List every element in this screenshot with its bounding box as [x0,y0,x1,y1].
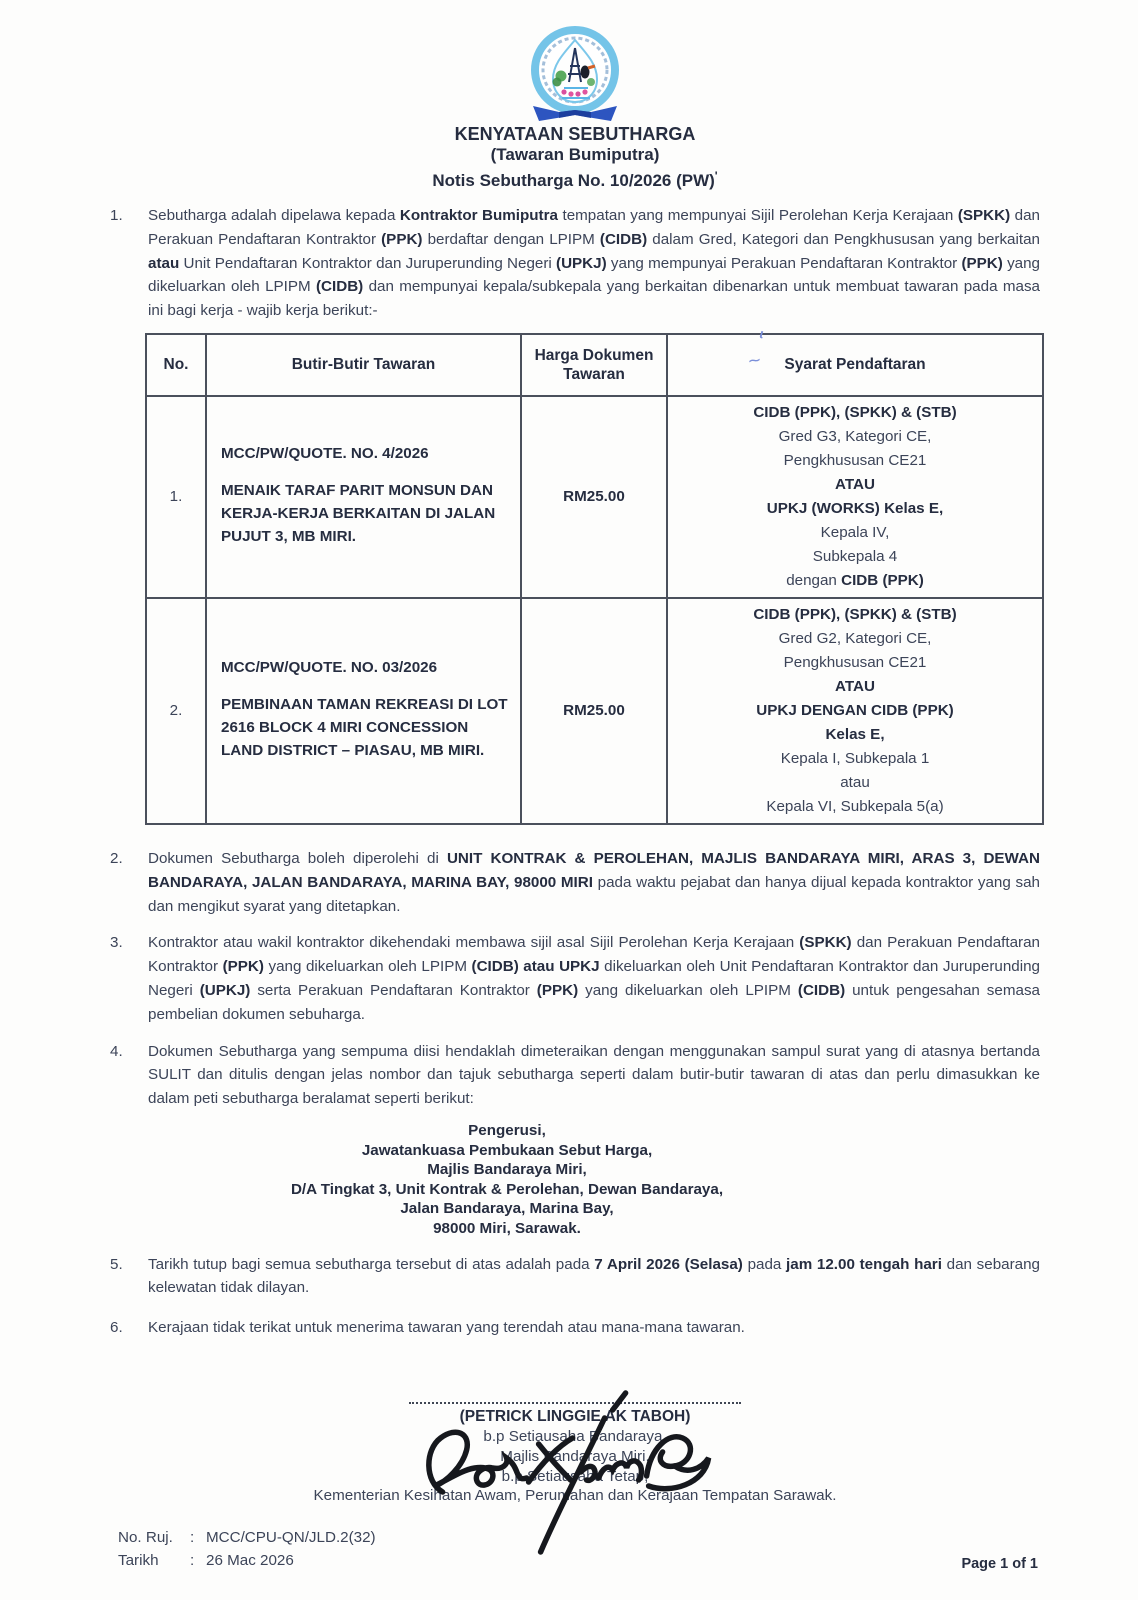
syarat-line: Subkepala 4 [812,547,898,565]
paragraph-text: Dokumen Sebutharga yang sempuma diisi hendaklah dimeteraikan dengan menggunakan sampul surat yang di atasnya bertanda SULIT dan ditulis dengan jelas nombor dan tajuk sebutharga seperti dalam butir-butir tawaran di atas dan perlu dimasukkan ke dalam peti sebutharga beralamat seperti berikut: [148,1042,1040,1108]
address-line: Jalan Bandaraya, Marina Bay, [400,1200,614,1218]
reference-number-value: MCC/CPU-QN/JLD.2(32) [206,1529,376,1546]
paragraph-text: Sebutharga adalah dipelawa kepada Kontraktor Bumiputra tempatan yang mempunyai Sijil Perolehan Kerja Kerajaan (SPKK) dan Perakuan Pendaftaran Kontraktor (PPK) berdaftar dengan LPIPM (CIDB) dalam Gred, Kategori dan Pengkhususan yang berkaitan atau Unit Pendaftaran Kontraktor dan Juruperunding Negeri (UPKJ) yang mempunyai Perakuan Pendaftaran Kontraktor (PPK) yang dikeluarkan oleh LPIPM (CIDB) dan mempunyai kepala/subkepala yang berkaitan dibenarkan untuk membuat tawaran pada masa ini bagi kerja - wajib kerja berikut:- [148,207,1041,320]
row-number: 1. [146,396,206,598]
syarat-line: Kepala I, Subkepala 1 [780,749,930,767]
paragraph-number: 2. [110,849,123,867]
tender-details [206,396,521,598]
paragraph-3 [110,931,1040,1026]
work-description: PEMBINAAN TAMAN REKREASI DI LOT 2616 BLOCK 4 MIRI CONCESSION LAND DISTRICT – PIASAU, MB MIRI. [221,696,508,760]
syarat-line: CIDB (PPK), (SPKK) & (STB) [753,605,957,623]
table-row [146,598,1043,824]
signatory-role-line: b.p Setiausaha Bandaraya, [483,1427,667,1445]
syarat-line: Kepala IV, [820,523,890,541]
syarat-line: Gred G3, Kategori CE, [778,427,932,445]
paragraph-text: Kerajaan tidak terikat untuk menerima tawaran yang terendah atau mana-mana tawaran. [148,1319,745,1337]
reference-block [118,1526,376,1572]
address-line: 98000 Miri, Sarawak. [433,1219,581,1237]
syarat-line: Kelas E, [825,725,885,743]
syarat-line: UPKJ (WORKS) Kelas E, [766,499,944,517]
paragraph-number: 1. [110,207,123,224]
header-syarat: Syarat Pendaftaran [667,334,1043,396]
paragraph-text: Kontraktor atau wakil kontraktor dikehendaki membawa sijil asal Sijil Perolehan Kerja Kerajaan (SPKK) dan Perakuan Pendaftaran Kontraktor (PPK) yang dikeluarkan oleh LPIPM (CIDB) atau UPKJ dikeluarkan oleh Unit Pendaftaran Kontraktor dan Juruperunding Negeri (UPKJ) serta Perakuan Pendaftaran Kontraktor (PPK) yang dikeluarkan oleh LPIPM (CIDB) untuk pengesahan semasa pembelian dokumen sebuharga. [148,934,1040,1023]
tender-details [206,598,521,824]
quote-reference: MCC/PW/QUOTE. NO. 4/2026 [221,445,429,463]
syarat-line: Gred G2, Kategori CE, [778,629,932,647]
row-number: 2. [146,598,206,824]
signatory-role-line: Majlis Bandaraya Miri, [500,1447,650,1465]
signatory-name: (PETRICK LINGGIE AK TABOH) [459,1407,691,1425]
registration-requirements [667,598,1043,824]
paragraph-6 [110,1316,1040,1340]
syarat-line: UPKJ DENGAN CIDB (PPK) [756,701,954,719]
document-header [110,26,1040,191]
paragraph-2 [110,847,1040,918]
header-butir: Butir-Butir Tawaran [206,334,521,396]
tender-table [145,333,1044,825]
document-title: KENYATAAN SEBUTHARGA [454,124,696,144]
syarat-line: ATAU [835,475,875,493]
paragraph-number: 6. [110,1319,123,1337]
document-price: RM25.00 [521,396,667,598]
notice-number [110,166,1040,192]
date-value: 26 Mac 2026 [206,1552,294,1569]
signature-dotted-line [409,1402,741,1404]
signatory-role-line: b.p Setiausaha Tetap, [501,1467,649,1485]
syarat-line: Pengkhususan CE21 [783,653,927,671]
paragraph-1 [110,204,1040,323]
address-line: Jawatankuasa Pembukaan Sebut Harga, [361,1141,653,1159]
table-header-row [146,334,1043,396]
page-number: Page 1 of 1 [961,1556,1038,1572]
paragraph-number: 5. [110,1255,123,1273]
table-row [146,396,1043,598]
date-row: Tarikh : 26 Mac 2026 [118,1552,294,1569]
registration-requirements [667,396,1043,598]
syarat-line: Pengkhususan CE21 [783,451,927,469]
title-stray-mark: ' [714,168,718,183]
address-line: D/A Tingkat 3, Unit Kontrak & Perolehan, Dewan Bandaraya, [290,1180,724,1198]
syarat-line: dengan CIDB (PPK) [786,571,924,589]
address-line: Pengerusi, [468,1121,546,1139]
address-line: Majlis Bandaraya Miri, [427,1161,587,1179]
scan-artifact-mark: ɩ [757,325,766,342]
paragraph-4 [110,1040,1040,1111]
submission-address-block [110,1121,1040,1239]
document-subtitle: (Tawaran Bumiputra) [490,145,660,164]
signatory-role-line: Kementerian Kesihatan Awam, Perumahan dan Kerajaan Tempatan Sarawak. [313,1487,837,1505]
notice-number-text: Notis Sebutharga No. 10/2026 (PW) [432,170,715,190]
header-harga: Harga Dokumen Tawaran [521,334,667,396]
syarat-line: atau [840,773,870,791]
paragraph-5 [110,1253,1040,1301]
syarat-line: CIDB (PPK), (SPKK) & (STB) [753,403,957,421]
syarat-line: Kepala VI, Subkepala 5(a) [766,797,944,815]
paragraph-number: 3. [110,934,123,952]
header-no: No. [146,334,206,396]
document-footer [118,1526,1038,1572]
miri-city-council-crest-icon [516,26,634,122]
document-price: RM25.00 [521,598,667,824]
signature-block [110,1402,1040,1506]
scan-artifact-mark: ⁓ [748,354,761,368]
syarat-line: ATAU [835,677,875,695]
paragraph-text: Tarikh tutup bagi semua sebutharga tersebut di atas adalah pada 7 April 2026 (Selasa) pada jam 12.00 tengah hari dan sebarang kelewatan tidak dilayan. [148,1255,1040,1297]
work-description: MENAIK TARAF PARIT MONSUN DAN KERJA-KERJA BERKAITAN DI JALAN PUJUT 3, MB MIRI. [221,482,496,546]
quote-reference: MCC/PW/QUOTE. NO. 03/2026 [221,659,438,677]
reference-number-row: No. Ruj. : MCC/CPU-QN/JLD.2(32) [118,1529,376,1546]
paragraph-text: Dokumen Sebutharga boleh diperolehi di UNIT KONTRAK & PEROLEHAN, MAJLIS BANDARAYA MIRI, ARAS 3, DEWAN BANDARAYA, JALAN BANDARAYA, MARINA BAY, 98000 MIRI pada waktu pejabat dan hanya dijual kepada kontraktor yang sah dan mengikut syarat yang ditetapkan. [148,849,1040,915]
paragraph-number: 4. [110,1042,123,1060]
